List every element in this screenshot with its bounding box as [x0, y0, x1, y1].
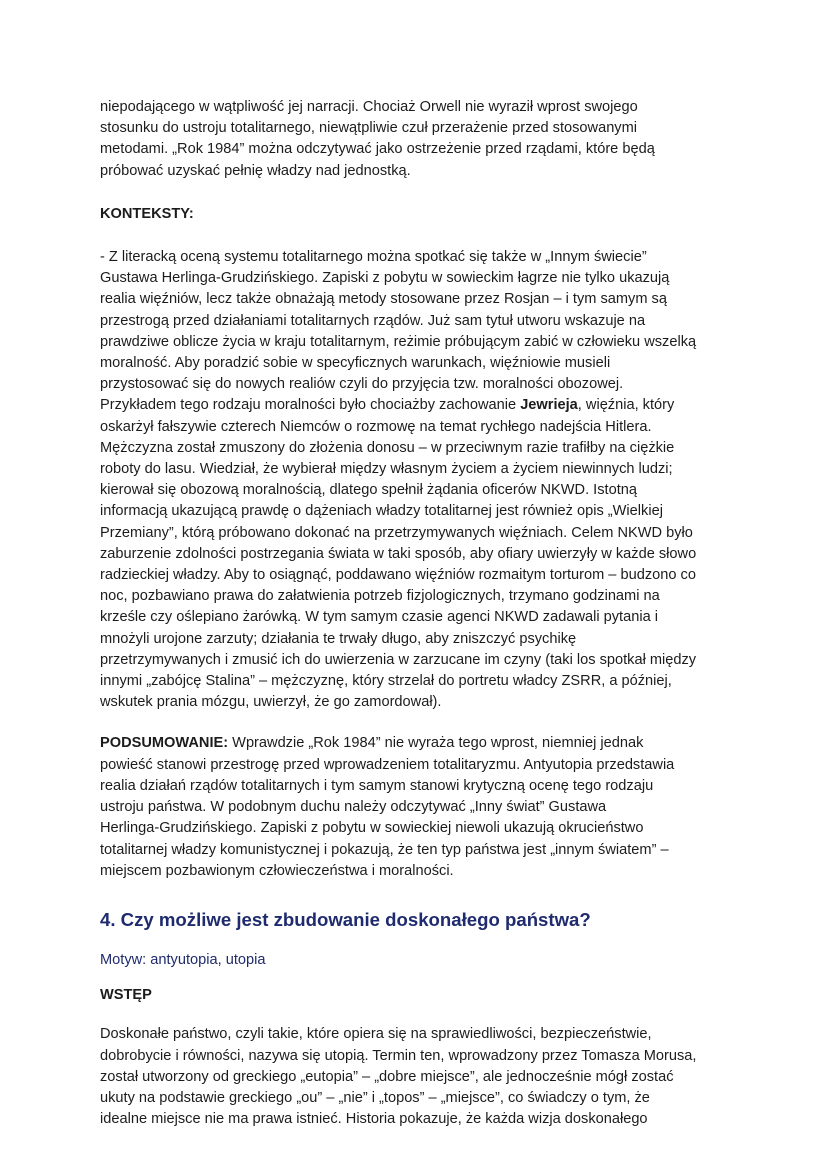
text-line: ukuty na podstawie greckiego „ou” – „nie” i „topos” – „miejsce”, co świadczy o tym, że [100, 1089, 650, 1106]
text-line-with-label [100, 733, 740, 754]
text-line: Herlinga-Grudzińskiego. Zapiski z pobytu w sowieckiej niewoli ukazują okrucieństwo [100, 820, 644, 837]
text-line-with-bold [100, 395, 740, 416]
bold-name-jewriej: Jewrieja [520, 397, 578, 414]
section-heading: 4. Czy możliwe jest zbudowanie doskonałego państwa? [100, 908, 591, 930]
text-line: - Z literacką oceną systemu totalitarnego można spotkać się także w „Innym świecie” [100, 249, 647, 266]
text-line: mnożyli urojone zarzuty; działania te trwały długo, aby zniszczyć psychikę [100, 630, 577, 647]
text-line: powieść stanowi przestrogę przed wprowadzeniem totalitaryzmu. Antyutopia przedstawia [100, 756, 675, 773]
text-line: realia więźniów, lecz także obnażają metody stosowane przez Rosjan – i tym samym są [100, 291, 667, 308]
text-line: noc, pozbawiano prawa do załatwienia potrzeb fizjologicznych, trzymano godzinami na [100, 588, 660, 605]
text-line: innymi „zabójcę Stalina” – mężczyznę, który strzelał do portretu władcy ZSRR, a później, [100, 673, 672, 690]
text-line: przetrzymywanych i zmusić ich do uwierzenia w zarzucane im czyny (taki los spotkał między [100, 651, 697, 668]
text-fragment: , więźnia, który [577, 397, 675, 414]
text-line: Gustawa Herlinga-Grudzińskiego. Zapiski z pobytu w sowieckim łagrze nie tylko ukazują [100, 270, 670, 287]
text-line: totalitarnej władzy komunistycznej i pokazują, że ten typ państwa jest „innym światem” – [100, 841, 669, 858]
text-line: informacją ukazującą prawdę o dążeniach władzy totalitarnej jest również opis „Wielkiej [100, 503, 663, 520]
text-line: miejscem pozbawionym człowieczeństwa i moralności. [100, 862, 454, 879]
motif-line: Motyw: antyutopia, utopia [100, 951, 266, 968]
text-line: idealne miejsce nie ma prawa istnieć. Historia pokazuje, że każda wizja doskonałego [100, 1111, 648, 1128]
text-line: prawdziwe oblicze życia w kraju totalitarnym, reżimie próbującym zabić w człowieku wszelką [100, 333, 697, 350]
wstep-paragraph [100, 1024, 740, 1130]
text-line: roboty do lasu. Wiedział, że wybierał między własnym życiem a życiem niewinnych ludzi; [100, 461, 673, 478]
text-fragment: Wprawdzie „Rok 1984” nie wyraża tego wprost, niemniej jednak [228, 735, 644, 752]
intro-paragraph [100, 97, 740, 182]
text-line: ustroju państwa. W podobnym duchu należy odczytywać „Inny świat” Gustawa [100, 799, 607, 816]
podsumowanie-paragraph [100, 733, 740, 881]
text-line: Doskonałe państwo, czyli takie, które opiera się na sprawiedliwości, bezpieczeństwie, [100, 1026, 652, 1043]
text-line: został utworzony od greckiego „eutopia” – „dobre miejsce”, ale jednocześnie mógł zostać [100, 1068, 674, 1085]
text-line: dobrobycie i równości, nazywa się utopią. Termin ten, wprowadzony przez Tomasza Morusa, [100, 1047, 697, 1064]
text-line: radzieckiej władzy. Aby to osiągnąć, poddawano więźniów rozmaitym torturom – budzono co [100, 567, 696, 584]
document-page [100, 97, 740, 1130]
text-line: przestrogą przed działaniami totalitarnych rządów. Już sam tytuł utworu wskazuje na [100, 312, 646, 329]
text-line: metodami. „Rok 1984” można odczytywać jako ostrzeżenie przed rządami, które będą [100, 141, 655, 158]
podsumowanie-label: PODSUMOWANIE: [100, 735, 229, 752]
text-line: przystosować się do nowych realiów czyli do przyjęcia tzw. moralności obozowej. [100, 376, 624, 393]
text-line: Mężczyzna został zmuszony do złożenia donosu – w przeciwnym razie trafiłby na ciężkie [100, 439, 675, 456]
konteksty-paragraph [100, 247, 740, 713]
text-line: kierował się obozową moralnością, dlatego spełnił żądania oficerów NKWD. Istotną [100, 482, 637, 499]
text-line: Przemiany”, którą próbowano dokonać na przetrzymywanych więźniach. Celem NKWD było [100, 524, 693, 541]
text-line: krześle czy oślepiano żarówką. W tym samym czasie agenci NKWD zadawali pytania i [100, 609, 658, 626]
text-line: stosunku do ustroju totalitarnego, niewątpliwie czuł przerażenie przed stosowanymi [100, 120, 638, 137]
text-line: moralność. Aby poradzić sobie w specyficznych warunkach, więźniowie musieli [100, 355, 611, 372]
text-line: próbować uzyskać pełnię władzy nad jednostką. [100, 162, 411, 179]
text-line: niepodającego w wątpliwość jej narracji. Chociaż Orwell nie wyraził wprost swojego [100, 99, 638, 115]
konteksty-label: KONTEKSTY: [100, 205, 194, 222]
wstep-label: WSTĘP [100, 987, 152, 1004]
text-line: wskutek prania mózgu, uwierzył, że go zamordował). [100, 694, 442, 711]
text-fragment: Przykładem tego rodzaju moralności było chociażby zachowanie [100, 397, 521, 414]
text-line: realia działań rządów totalitarnych i tym samym stanowi krytyczną ocenę tego rodzaju [100, 777, 654, 794]
text-line: oskarżył fałszywie czterech Niemców o rozmowę na temat rychłego nadejścia Hitlera. [100, 418, 652, 435]
text-line: zaburzenie zdolności postrzegania świata w taki sposób, aby ofiary uwierzyły w każde słowo [100, 545, 697, 562]
